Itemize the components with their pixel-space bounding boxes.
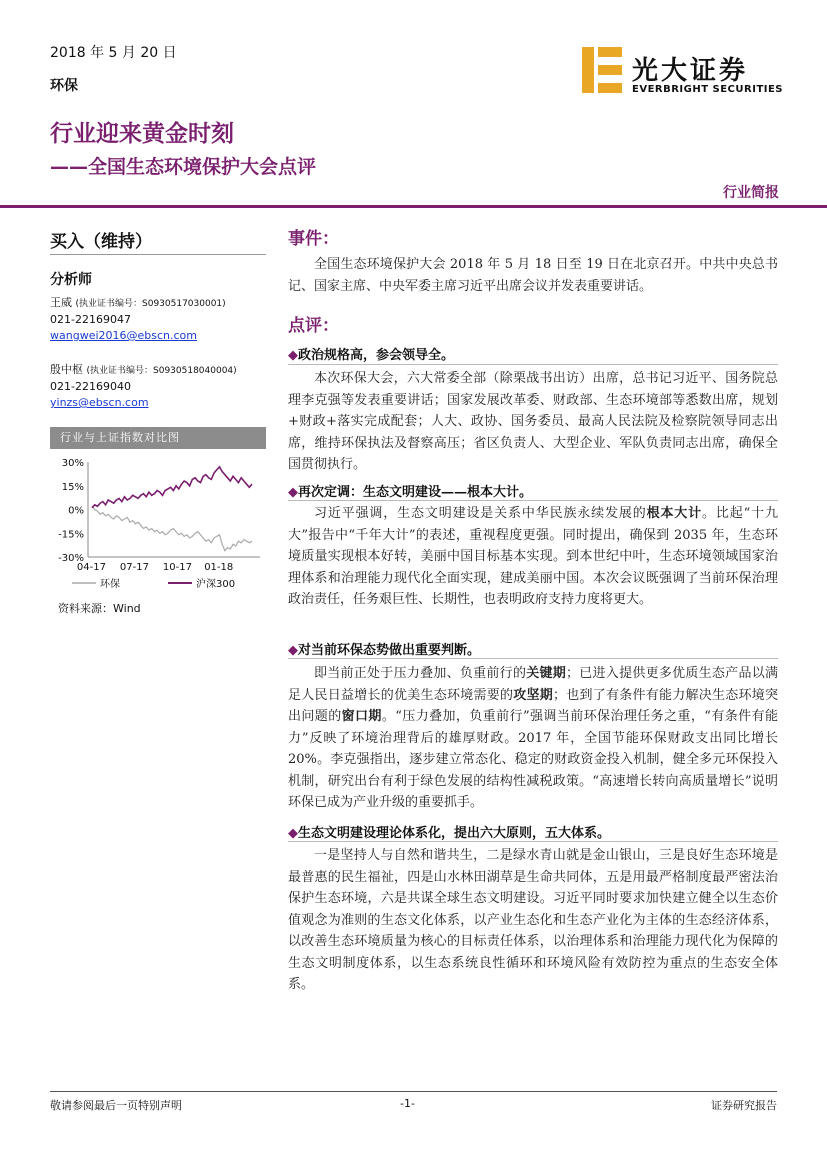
analyst-email-link[interactable]: yinzs@ebscn.com bbox=[50, 396, 149, 409]
b2-text-a: 习近平强调，生态文明建设是关系中华民族永续发展的 bbox=[314, 506, 647, 521]
bullet-2-paragraph bbox=[288, 503, 778, 611]
bullet-divider bbox=[288, 658, 778, 659]
everbright-logo-icon bbox=[582, 47, 626, 93]
legend-label: 沪深300 bbox=[196, 579, 236, 590]
b2-bold-1: 根本大计 bbox=[646, 506, 703, 521]
b3-text-c: ；也到了有条件有能力解决生态环境突出问题的 bbox=[288, 687, 778, 724]
bullet-divider bbox=[288, 841, 778, 842]
logo-text-en: EVERBRIGHT SECURITIES bbox=[632, 84, 784, 95]
header-divider bbox=[0, 205, 827, 208]
analyst-block-2 bbox=[50, 362, 237, 411]
b3-text-d: 。“压力叠加，负重前行”强调当前环保治理任务之重，“有条件有能力”反映了环境治理背后的雄厚财政。2017 年，全国节能环保财政支出同比增长 20%。李克强指出，逐步建立常态化、稳定的财政资金投入机制，健全多元环保投入机制，研究出台有利于绿色发展的结构性减税政策。“高速增长转向高质量增长”说明环保已成为产业升级的重要抓手。 bbox=[288, 709, 778, 810]
event-heading: 事件： bbox=[288, 229, 339, 249]
diamond-icon: ◆ bbox=[288, 826, 298, 841]
bullet-2-title: 再次定调：生态文明建设——根本大计。 bbox=[298, 485, 533, 500]
b3-bold-2: 攻坚期 bbox=[513, 687, 553, 703]
analyst-phone: 021-22169047 bbox=[50, 313, 131, 326]
footer-divider bbox=[50, 1091, 777, 1092]
rating: 买入（维持） bbox=[50, 232, 152, 252]
logo-text-cn: 光大证券 bbox=[632, 56, 749, 86]
chart-source: 资料来源：Wind bbox=[58, 602, 141, 615]
diamond-icon: ◆ bbox=[288, 348, 298, 363]
bullet-4 bbox=[288, 822, 778, 841]
y-tick-label: 15% bbox=[61, 481, 84, 493]
analyst-name: 殷中枢 bbox=[50, 363, 83, 376]
page-number: -1- bbox=[400, 1097, 415, 1110]
series-line-hs300 bbox=[92, 467, 252, 508]
y-tick-label: -30% bbox=[58, 553, 84, 564]
report-date: 2018 年 5 月 20 日 bbox=[50, 45, 177, 61]
series-line-huanbao bbox=[92, 506, 252, 550]
bullet-1 bbox=[288, 344, 778, 363]
chart-title: 行业与上证指数对比图 bbox=[50, 427, 266, 449]
y-tick-label: 0% bbox=[68, 505, 84, 517]
analyst-cert: (执业证书编号：S0930518040004) bbox=[86, 366, 237, 376]
bullet-3 bbox=[288, 639, 778, 658]
report-type: 行业简报 bbox=[723, 185, 779, 201]
b3-bold-3: 窗口期 bbox=[341, 709, 382, 724]
b3-text-b: ；已进入提供更多优质生态产品以满足人民日益增长的优美生态环境需要的 bbox=[288, 666, 778, 703]
y-tick-label: 30% bbox=[61, 458, 84, 469]
x-tick-label: 10-17 bbox=[162, 562, 192, 573]
x-tick-label: 04-17 bbox=[76, 562, 106, 573]
index-comparison-chart bbox=[50, 450, 266, 600]
analyst-block-1 bbox=[50, 295, 226, 344]
diamond-icon: ◆ bbox=[288, 643, 298, 658]
y-tick-label: -15% bbox=[58, 529, 84, 541]
legend-label: 环保 bbox=[100, 579, 120, 590]
analyst-heading: 分析师 bbox=[50, 272, 92, 288]
sector-label: 环保 bbox=[50, 78, 78, 94]
analyst-phone: 021-22169040 bbox=[50, 380, 131, 393]
report-title: 行业迎来黄金时刻 bbox=[50, 121, 234, 147]
analyst-name: 王威 bbox=[50, 296, 72, 309]
analyst-email-link[interactable]: wangwei2016@ebscn.com bbox=[50, 329, 197, 342]
event-paragraph: 全国生态环境保护大会 2018 年 5 月 18 日至 19 日在北京召开。中共中央总书记、国家主席、中央军委主席习近平出席会议并发表重要讲话。 bbox=[288, 257, 778, 294]
comment-heading: 点评： bbox=[288, 316, 339, 336]
b3-bold-1: 关键期 bbox=[526, 666, 567, 681]
x-tick-label: 01-18 bbox=[204, 562, 234, 573]
diamond-icon: ◆ bbox=[288, 485, 298, 500]
bullet-divider bbox=[288, 364, 778, 365]
bullet-divider bbox=[288, 500, 778, 501]
bullet-2 bbox=[288, 481, 778, 500]
report-subtitle: ——全国生态环境保护大会点评 bbox=[50, 156, 317, 178]
bullet-3-title: 对当前环保态势做出重要判断。 bbox=[298, 643, 481, 658]
bullet-3-paragraph bbox=[288, 663, 778, 814]
b2-text-b: 。比起“十九大”报告中“千年大计”的表述，重视程度更强。同时提出，确保到 2035 年，生态环境质量实现根本好转，美丽中国目标基本实现。到本世纪中叶，生态环境领域国家治理体系和治理能力现代化全面实现，建成美丽中国。本次会议既强调了当前环保治理政治责任，任务艰巨性、长期性，也表明政府支持力度将更大。 bbox=[288, 506, 778, 607]
bullet-4-paragraph: 一是坚持人与自然和谐共生，二是绿水青山就是金山银山，三是良好生态环境是最普惠的民生福祉，四是山水林田湖草是生命共同体，五是用最严格制度最严密法治保护生态环境，六是共谋全球生态文明建设。习近平同时要求加快建立健全以生态价值观念为准则的生态文化体系，以产业生态化和生态产业化为主体的生态经济体系，以改善生态环境质量为核心的目标责任体系，以治理体系和治理能力现代化为保障的生态文明制度体系，以生态系统良性循环和环境风险有效防控为重点的生态安全体系。 bbox=[288, 848, 778, 992]
footer-report-label: 证券研究报告 bbox=[711, 1099, 777, 1112]
bullet-1-title: 政治规格高，参会领导全。 bbox=[298, 348, 455, 363]
b3-text-a: 即当前正处于压力叠加、负重前行的 bbox=[314, 666, 527, 681]
rating-divider bbox=[50, 254, 266, 255]
bullet-4-title: 生态文明建设理论体系化，提出六大原则，五大体系。 bbox=[298, 826, 611, 841]
footer-disclaimer: 敬请参阅最后一页特别声明 bbox=[50, 1099, 182, 1112]
bullet-1-paragraph: 本次环保大会，六大常委全部（除栗战书出访）出席，总书记习近平、国务院总理李克强等发表重要讲话；国家发展改革委、财政部、生态环境部等悉数出席，规划+财政+落实完成配套；人大、政协、国务委员、最高人民法院及检察院领导同志出席，维持环保执法及督察高压；省区负责人、大型企业、军队负责同志出席，确保全国贯彻执行。 bbox=[288, 371, 778, 472]
x-tick-label: 07-17 bbox=[119, 562, 149, 573]
analyst-cert: (执业证书编号：S0930517030001) bbox=[75, 299, 226, 309]
